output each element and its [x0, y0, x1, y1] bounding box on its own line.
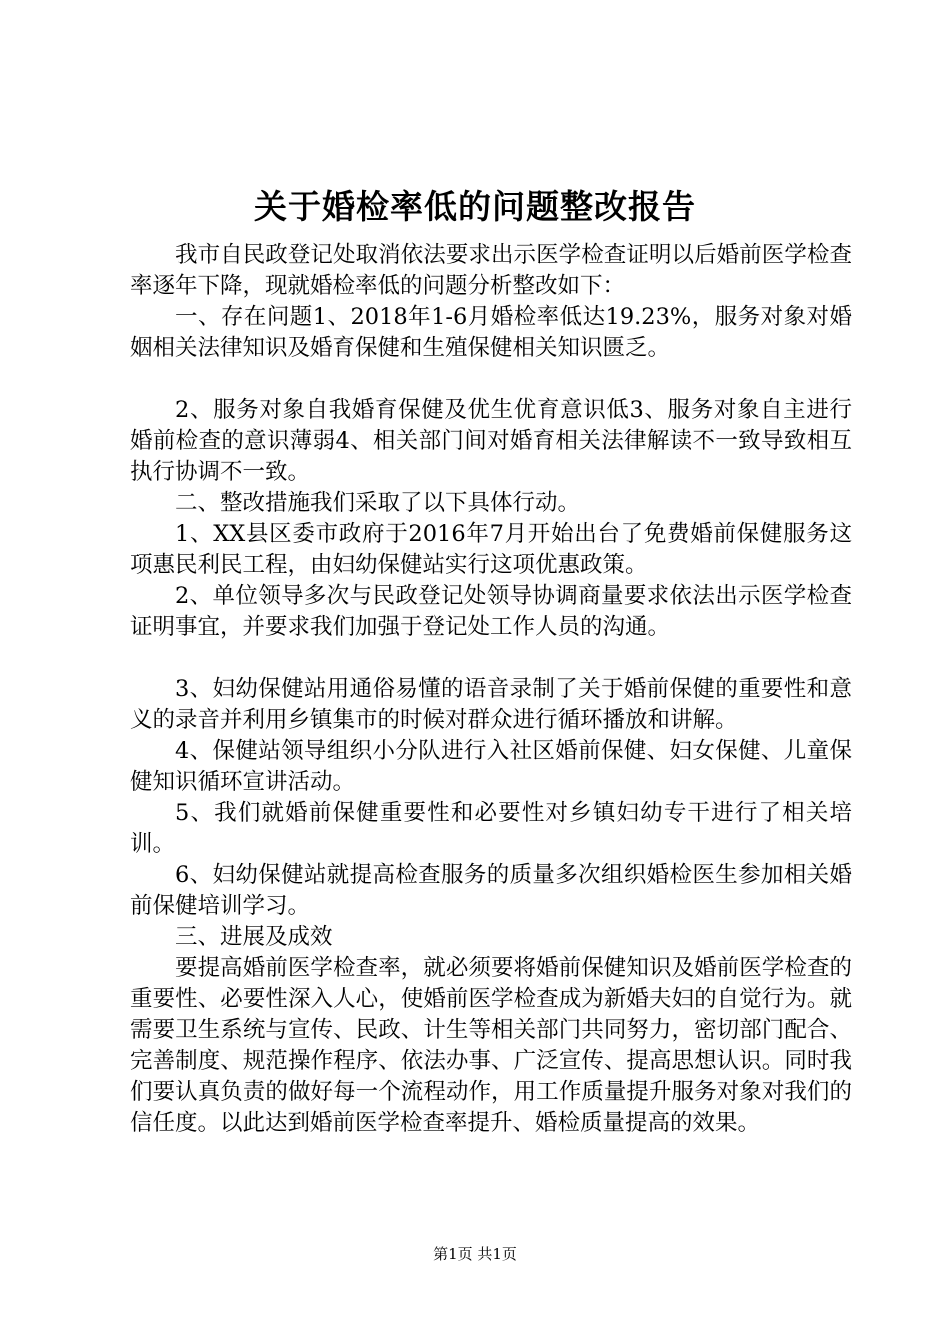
- paragraph-measure-5: 5、我们就婚前保健重要性和必要性对乡镇妇幼专干进行了相关培训。: [130, 800, 852, 857]
- paragraph-intro: 我市自民政登记处取消依法要求出示医学检查证明以后婚前医学检查率逐年下降，现就婚检率低的问题分析整改如下：: [130, 242, 852, 299]
- paragraph-measure-1: 1、XX县区委市政府于2016年7月开始出台了免费婚前保健服务这项惠民利民工程，由妇幼保健站实行这项优惠政策。: [130, 521, 852, 578]
- page-footer: 第1页 共1页: [433, 1245, 517, 1263]
- paragraph-problem-2-4: 2、服务对象自我婚育保健及优生优育意识低3、服务对象自主进行婚前检查的意识薄弱4、相关部门间对婚育相关法律解读不一致导致相互执行协调不一致。: [130, 397, 852, 485]
- document-title: 关于婚检率低的问题整改报告: [254, 187, 696, 226]
- document-body: [130, 240, 852, 1139]
- paragraph-problem-1: 一、存在问题1、2018年1-6月婚检率低达19.23%，服务对象对婚姻相关法律知识及婚育保健和生殖保健相关知识匮乏。: [130, 304, 852, 361]
- paragraph-measure-3: 3、妇幼保健站用通俗易懂的语音录制了关于婚前保健的重要性和意义的录音并利用乡镇集市的时候对群众进行循环播放和讲解。: [130, 676, 852, 733]
- paragraph-progress-heading: 三、进展及成效: [175, 924, 333, 950]
- paragraph-measures-heading: 二、整改措施我们采取了以下具体行动。: [175, 490, 581, 516]
- paragraph-measure-2: 2、单位领导多次与民政登记处领导协调商量要求依法出示医学检查证明事宜，并要求我们加强于登记处工作人员的沟通。: [130, 583, 852, 640]
- paragraph-measure-4: 4、保健站领导组织小分队进行入社区婚前保健、妇女保健、儿童保健知识循环宣讲活动。: [130, 738, 852, 795]
- paragraph-progress-body: 要提高婚前医学检查率，就必须要将婚前保健知识及婚前医学检查的重要性、必要性深入人心，使婚前医学检查成为新婚夫妇的自觉行为。就需要卫生系统与宣传、民政、计生等相关部门共同努力，密切部门配合、完善制度、规范操作程序、依法办事、广泛宣传、提高思想认识。同时我们要认真负责的做好每一个流程动作，用工作质量提升服务对象对我们的信任度。以此达到婚前医学检查率提升、婚检质量提高的效果。: [130, 955, 852, 1136]
- paragraph-measure-6: 6、妇幼保健站就提高检查服务的质量多次组织婚检医生参加相关婚前保健培训学习。: [130, 862, 852, 919]
